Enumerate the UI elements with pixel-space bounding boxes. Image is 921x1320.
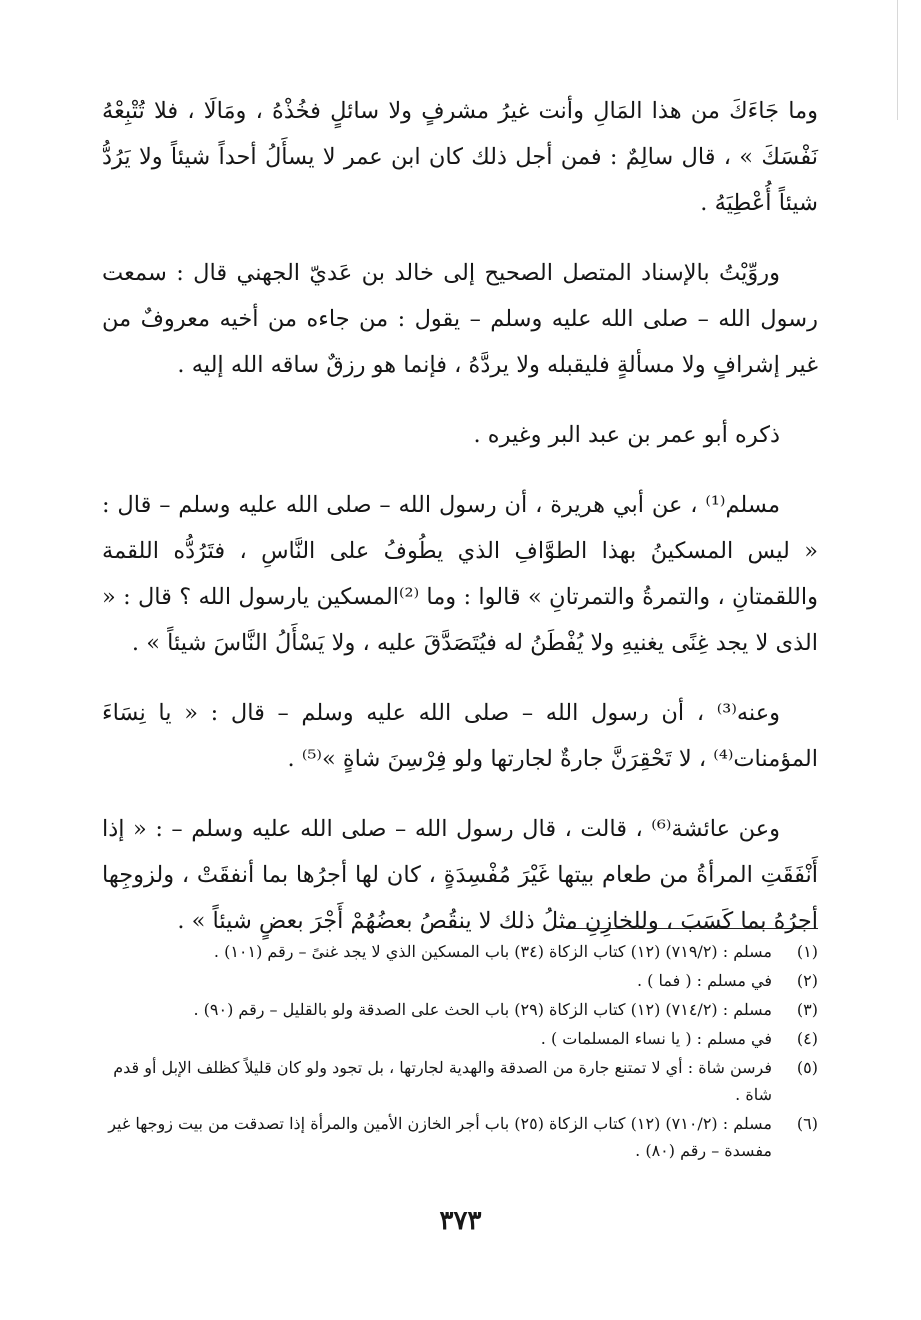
footnote-number: (١) bbox=[796, 942, 818, 961]
footnote-text: مسلم : (٧١٤/٢) (١٢) كتاب الزكاة (٢٩) باب الحث على الصدقة ولو بالقليل – رقم (٩٠) . bbox=[193, 1000, 772, 1019]
paragraph-2: وروِّيْتُ بالإسناد المتصل الصحيح إلى خالد بن عَديّ الجهني قال : سمعت رسول الله – صلى الله عليه وسلم – يقول : من جاءه من أخيه معروفٌ من غير إشرافٍ ولا مسألةٍ فليقبله ولا يردَّهُ ، فإنما هو رزقٌ ساقه الله إليه . bbox=[102, 260, 818, 378]
main-text bbox=[102, 88, 818, 968]
footnote-text: في مسلم : ( فما ) . bbox=[636, 971, 772, 990]
footnote-separator bbox=[566, 928, 818, 929]
paragraph-1: وما جَاءَكَ من هذا المَالِ وأنت غيرُ مشرفٍ ولا سائلٍ فخُذْهُ ، ومَالَا ، فلا تُتْبِعْهُ نَفْسَكَ » ، قال سالِمٌ : فمن أجل ذلك كان ابن عمر لا يسأَلُ أحداً شيئاً ولا يَرُدُّ شيئاً أُعْطِيَهُ . bbox=[102, 98, 818, 216]
paragraph-6: وعن عائشة⁽⁶⁾ ، قالت ، قال رسول الله – صلى الله عليه وسلم – : « إذا أَنْفَقَتِ المرأةُ من طعام بيتها غَيْرَ مُفْسِدَةٍ ، كان لها أجرُها بما أنفقَتْ ، ولزوجِها أجرُهُ بما كَسَبَ ، وللخازِنِ مثلُ ذلك لا ينقُصُ بعضُهُمْ أَجْرَ بعضٍ شيئاً » . bbox=[102, 816, 818, 934]
paragraph-4: مسلم⁽¹⁾ ، عن أبي هريرة ، أن رسول الله – صلى الله عليه وسلم – قال : « ليس المسكينُ بهذا الطوَّافِ الذي يطُوفُ على النَّاسِ ، فتَرُدُّه اللقمة واللقمتانِ ، والتمرةُ والتمرتانِ » قالوا : وما ⁽²⁾المسكين يارسول الله ؟ قال : « الذى لا يجد غِنًى يغنيهِ ولا يُفْطَنُ له فيُتَصَدَّقَ عليه ، ولا يَسْأَلُ النَّاسَ شيئاً » . bbox=[102, 492, 818, 656]
footnote-number: (٦) bbox=[796, 1114, 818, 1133]
footnote-item bbox=[102, 938, 818, 965]
footnote-number: (٣) bbox=[796, 1000, 818, 1019]
paragraph-5: وعنه⁽³⁾ ، أن رسول الله – صلى الله عليه وسلم – قال : « يا نِسَاءَ المؤمنات⁽⁴⁾ ، لا تَحْقِرَنَّ جارةٌ لجارتها ولو فِرْسِنَ شاةٍ »⁽⁵⁾ . bbox=[102, 700, 818, 772]
footnote-item bbox=[102, 1110, 818, 1164]
footnote-number: (٤) bbox=[796, 1029, 818, 1048]
footnotes bbox=[102, 938, 818, 1166]
footnote-text: مسلم : (٧١٩/٢) (١٢) كتاب الزكاة (٣٤) باب المسكين الذي لا يجد غنىً – رقم (١٠١) . bbox=[213, 942, 772, 961]
footnote-item bbox=[102, 996, 818, 1023]
footnote-text: فرسن شاة : أي لا تمتنع جارة من الصدقة والهدية لجارتها ، بل تجود ولو كان قليلاً كظلف الإبل أو قدم شاة . bbox=[113, 1058, 772, 1104]
footnote-item bbox=[102, 967, 818, 994]
footnote-number: (٥) bbox=[796, 1058, 818, 1077]
footnote-text: في مسلم : ( يا نساء المسلمات ) . bbox=[540, 1029, 772, 1048]
paragraph-3: ذكره أبو عمر بن عبد البر وغيره . bbox=[473, 422, 780, 448]
footnote-item bbox=[102, 1025, 818, 1052]
footnote-text: مسلم : (٧١٠/٢) (١٢) كتاب الزكاة (٢٥) باب أجر الخازن الأمين والمرأة إذا تصدقت من بيت زوجها غير مفسدة – رقم (٨٠) . bbox=[108, 1114, 772, 1160]
footnote-item bbox=[102, 1054, 818, 1108]
footnote-number: (٢) bbox=[796, 971, 818, 990]
scan-edge-line bbox=[897, 0, 898, 120]
page-number: ٣٧٣ bbox=[439, 1206, 482, 1236]
